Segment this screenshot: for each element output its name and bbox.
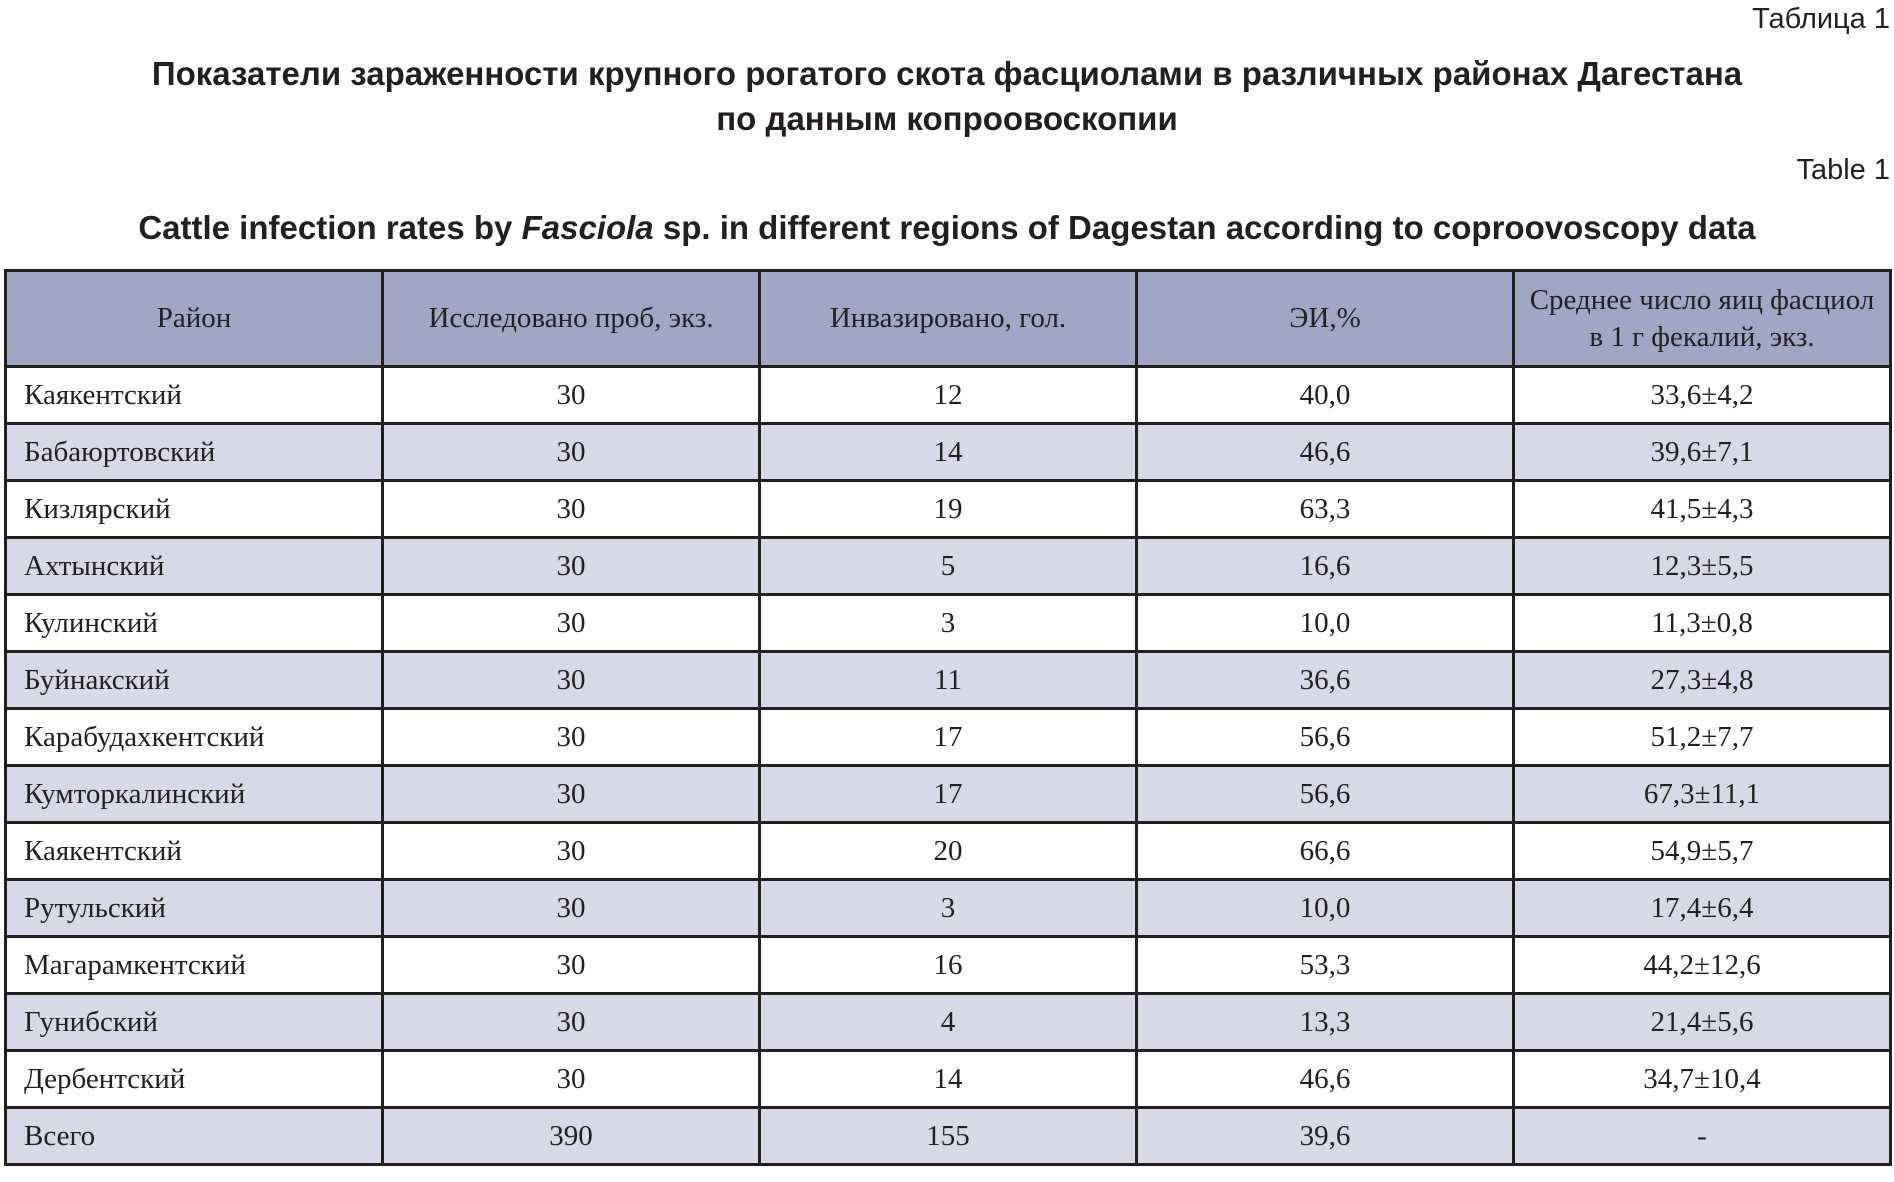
cell-eggs: 44,2±12,6 xyxy=(1514,937,1891,994)
cell-ei: 56,6 xyxy=(1137,766,1514,823)
cell-samples: 30 xyxy=(383,652,760,709)
cell-infected: 3 xyxy=(760,880,1137,937)
header-eggs xyxy=(1514,271,1891,367)
table-row xyxy=(6,709,1891,766)
table-total-row xyxy=(6,1108,1891,1165)
cell-infected: 5 xyxy=(760,538,1137,595)
cell-region: Кизлярский xyxy=(6,481,383,538)
cell-eggs: - xyxy=(1514,1108,1891,1165)
table-row xyxy=(6,652,1891,709)
cell-infected: 12 xyxy=(760,367,1137,424)
table-row xyxy=(6,880,1891,937)
table-header-row xyxy=(6,271,1891,367)
table-number-label-en: Table 1 xyxy=(1796,154,1890,186)
cell-ei: 36,6 xyxy=(1137,652,1514,709)
cell-region: Ахтынский xyxy=(6,538,383,595)
cell-ei: 40,0 xyxy=(1137,367,1514,424)
cell-eggs: 39,6±7,1 xyxy=(1514,424,1891,481)
cell-region: Рутульский xyxy=(6,880,383,937)
cell-ei: 56,6 xyxy=(1137,709,1514,766)
header-ei: ЭИ,% xyxy=(1137,271,1514,367)
cell-region: Карабудахкентский xyxy=(6,709,383,766)
cell-samples: 30 xyxy=(383,709,760,766)
table-row xyxy=(6,994,1891,1051)
cell-infected: 155 xyxy=(760,1108,1137,1165)
cell-region: Всего xyxy=(6,1108,383,1165)
cell-eggs: 11,3±0,8 xyxy=(1514,595,1891,652)
header-eggs-text: Среднее число яиц фасциол в 1 г фекалий, экз. xyxy=(1529,283,1875,353)
table-row xyxy=(6,481,1891,538)
cell-ei: 13,3 xyxy=(1137,994,1514,1051)
table-title-en-part2: sp. in different regions of Dagestan according to coproovoscopy data xyxy=(653,209,1756,246)
cell-region: Гунибский xyxy=(6,994,383,1051)
cell-infected: 4 xyxy=(760,994,1137,1051)
cell-ei: 10,0 xyxy=(1137,595,1514,652)
cell-samples: 30 xyxy=(383,994,760,1051)
header-infected: Инвазировано, гол. xyxy=(760,271,1137,367)
cell-eggs: 12,3±5,5 xyxy=(1514,538,1891,595)
cell-eggs: 21,4±5,6 xyxy=(1514,994,1891,1051)
table-title-en-part1: Cattle infection rates by xyxy=(138,209,522,246)
cell-infected: 16 xyxy=(760,937,1137,994)
cell-region: Бабаюртовский xyxy=(6,424,383,481)
cell-ei: 46,6 xyxy=(1137,1051,1514,1108)
table-title-ru-line2: по данным копроовоскопии xyxy=(716,100,1178,137)
cell-ei: 66,6 xyxy=(1137,823,1514,880)
cell-ei: 53,3 xyxy=(1137,937,1514,994)
cell-infected: 17 xyxy=(760,709,1137,766)
cell-samples: 30 xyxy=(383,367,760,424)
cell-region: Кулинский xyxy=(6,595,383,652)
header-region: Район xyxy=(6,271,383,367)
cell-samples: 30 xyxy=(383,823,760,880)
table-row xyxy=(6,595,1891,652)
cell-ei: 46,6 xyxy=(1137,424,1514,481)
table-title-ru xyxy=(0,51,1894,141)
table-row xyxy=(6,538,1891,595)
cell-eggs: 67,3±11,1 xyxy=(1514,766,1891,823)
cell-samples: 390 xyxy=(383,1108,760,1165)
cell-ei: 10,0 xyxy=(1137,880,1514,937)
cell-infected: 20 xyxy=(760,823,1137,880)
cell-infected: 17 xyxy=(760,766,1137,823)
cell-region: Кумторкалинский xyxy=(6,766,383,823)
cell-region: Каякентский xyxy=(6,367,383,424)
cell-eggs: 34,7±10,4 xyxy=(1514,1051,1891,1108)
table-body xyxy=(6,367,1891,1165)
cell-eggs: 27,3±4,8 xyxy=(1514,652,1891,709)
cell-ei: 39,6 xyxy=(1137,1108,1514,1165)
infection-rates-table xyxy=(4,269,1892,1166)
cell-infected: 19 xyxy=(760,481,1137,538)
table-row xyxy=(6,424,1891,481)
cell-eggs: 51,2±7,7 xyxy=(1514,709,1891,766)
cell-infected: 14 xyxy=(760,424,1137,481)
cell-eggs: 33,6±4,2 xyxy=(1514,367,1891,424)
table-number-label-ru: Таблица 1 xyxy=(1752,3,1890,35)
cell-infected: 3 xyxy=(760,595,1137,652)
cell-samples: 30 xyxy=(383,766,760,823)
cell-eggs: 17,4±6,4 xyxy=(1514,880,1891,937)
cell-samples: 30 xyxy=(383,481,760,538)
header-samples: Исследовано проб, экз. xyxy=(383,271,760,367)
cell-ei: 16,6 xyxy=(1137,538,1514,595)
table-row xyxy=(6,1051,1891,1108)
cell-infected: 14 xyxy=(760,1051,1137,1108)
cell-samples: 30 xyxy=(383,880,760,937)
cell-region: Каякентский xyxy=(6,823,383,880)
cell-samples: 30 xyxy=(383,595,760,652)
table-row xyxy=(6,367,1891,424)
cell-region: Магарамкентский xyxy=(6,937,383,994)
cell-eggs: 41,5±4,3 xyxy=(1514,481,1891,538)
table-row xyxy=(6,823,1891,880)
table-row xyxy=(6,766,1891,823)
cell-region: Буйнакский xyxy=(6,652,383,709)
cell-samples: 30 xyxy=(383,538,760,595)
cell-samples: 30 xyxy=(383,424,760,481)
cell-infected: 11 xyxy=(760,652,1137,709)
table-title-ru-line1: Показатели зараженности крупного рогатого скота фасциолами в различных районах Дагестана xyxy=(151,55,1743,92)
table-title-en-genus: Fasciola xyxy=(521,209,654,246)
table-row xyxy=(6,937,1891,994)
cell-samples: 30 xyxy=(383,1051,760,1108)
cell-samples: 30 xyxy=(383,937,760,994)
table-title-en xyxy=(0,205,1894,250)
cell-eggs: 54,9±5,7 xyxy=(1514,823,1891,880)
cell-region: Дербентский xyxy=(6,1051,383,1108)
cell-ei: 63,3 xyxy=(1137,481,1514,538)
